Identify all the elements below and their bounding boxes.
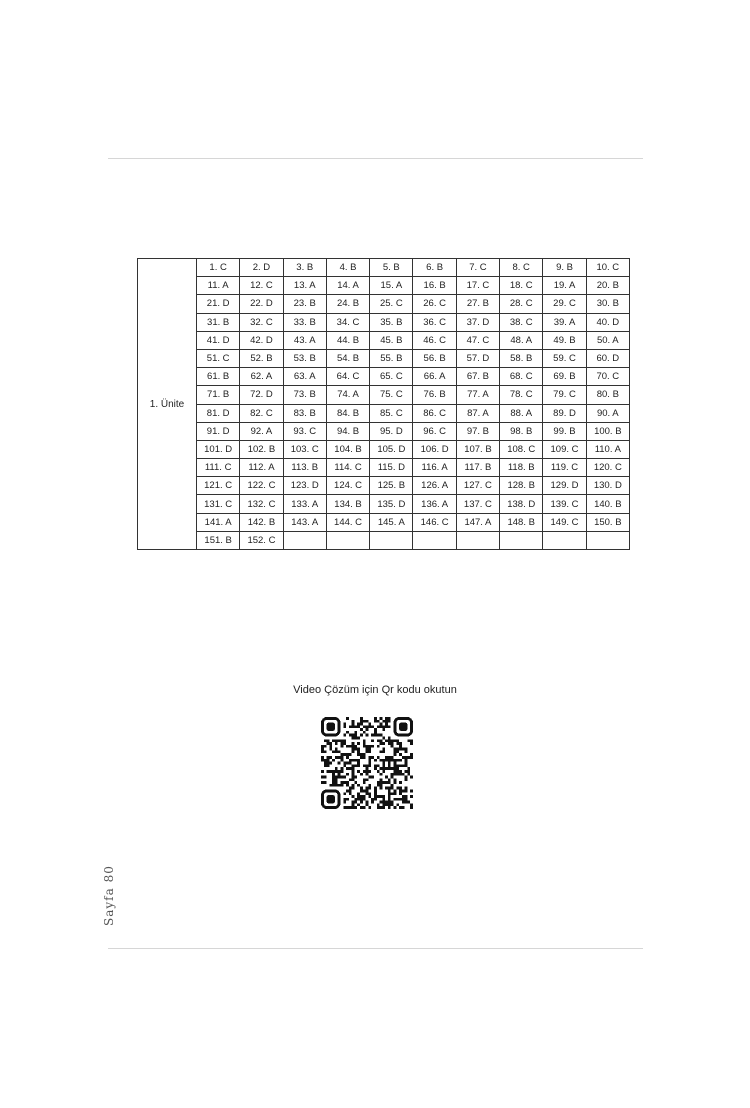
answer-cell: [586, 531, 629, 549]
answer-cell: 48. A: [500, 331, 543, 349]
answer-cell: 110. A: [586, 440, 629, 458]
answer-cell: 41. D: [197, 331, 240, 349]
answer-cell: 60. D: [586, 349, 629, 367]
table-row: [138, 495, 630, 513]
answer-cell: 43. A: [283, 331, 326, 349]
answer-cell: 71. B: [197, 386, 240, 404]
answer-cell: 25. C: [370, 295, 413, 313]
answer-cell: 12. C: [240, 277, 283, 295]
answer-cell: 111. C: [197, 459, 240, 477]
answer-cell: 38. C: [500, 313, 543, 331]
table-row: [138, 531, 630, 549]
answer-cell: 144. C: [326, 513, 369, 531]
answer-cell: 79. C: [543, 386, 586, 404]
answer-cell: 65. C: [370, 368, 413, 386]
answer-cell: 69. B: [543, 368, 586, 386]
answer-cell: 54. B: [326, 349, 369, 367]
answer-cell: 47. C: [456, 331, 499, 349]
answer-cell: 147. A: [456, 513, 499, 531]
answer-cell: 143. A: [283, 513, 326, 531]
answer-cell: 108. C: [500, 440, 543, 458]
answer-cell: 62. A: [240, 368, 283, 386]
answer-cell: 26. C: [413, 295, 456, 313]
answer-cell: 74. A: [326, 386, 369, 404]
top-divider: [108, 158, 643, 159]
answer-cell: 93. C: [283, 422, 326, 440]
answer-cell: 10. C: [586, 259, 629, 277]
answer-cell: 8. C: [500, 259, 543, 277]
answer-cell: 40. D: [586, 313, 629, 331]
answer-cell: 57. D: [456, 349, 499, 367]
answer-cell: 21. D: [197, 295, 240, 313]
table-row: [138, 459, 630, 477]
answer-cell: 152. C: [240, 531, 283, 549]
answer-cell: [456, 531, 499, 549]
answer-cell: 49. B: [543, 331, 586, 349]
answer-cell: 30. B: [586, 295, 629, 313]
answer-cell: 95. D: [370, 422, 413, 440]
answer-cell: 13. A: [283, 277, 326, 295]
answer-cell: 137. C: [456, 495, 499, 513]
answer-cell: 130. D: [586, 477, 629, 495]
table-row: [138, 386, 630, 404]
answer-cell: 90. A: [586, 404, 629, 422]
answer-cell: 5. B: [370, 259, 413, 277]
answer-cell: 20. B: [586, 277, 629, 295]
answer-cell: 113. B: [283, 459, 326, 477]
answer-cell: [370, 531, 413, 549]
answer-cell: 118. B: [500, 459, 543, 477]
answer-cell: 11. A: [197, 277, 240, 295]
answer-cell: 81. D: [197, 404, 240, 422]
qr-finder-pattern: [322, 718, 339, 735]
answer-cell: 92. A: [240, 422, 283, 440]
answer-cell: 56. B: [413, 349, 456, 367]
answer-cell: 107. B: [456, 440, 499, 458]
answer-cell: 97. B: [456, 422, 499, 440]
answer-cell: 77. A: [456, 386, 499, 404]
answer-cell: 140. B: [586, 495, 629, 513]
answer-cell: 16. B: [413, 277, 456, 295]
answer-cell: 149. C: [543, 513, 586, 531]
answer-cell: 99. B: [543, 422, 586, 440]
answer-cell: 36. C: [413, 313, 456, 331]
answer-cell: 59. C: [543, 349, 586, 367]
answer-cell: 73. B: [283, 386, 326, 404]
answer-cell: 100. B: [586, 422, 629, 440]
answer-cell: 70. C: [586, 368, 629, 386]
answer-cell: 114. C: [326, 459, 369, 477]
answer-cell: 106. D: [413, 440, 456, 458]
answer-cell: 129. D: [543, 477, 586, 495]
table-row: [138, 277, 630, 295]
answer-cell: 42. D: [240, 331, 283, 349]
answer-cell: 103. C: [283, 440, 326, 458]
answer-cell: 88. A: [500, 404, 543, 422]
answer-cell: 72. D: [240, 386, 283, 404]
table-row: [138, 477, 630, 495]
qr-finder-pattern: [322, 791, 339, 808]
answer-cell: 45. B: [370, 331, 413, 349]
answer-cell: 135. D: [370, 495, 413, 513]
table-row: [138, 313, 630, 331]
answer-cell: 101. D: [197, 440, 240, 458]
answer-cell: 125. B: [370, 477, 413, 495]
answer-cell: 22. D: [240, 295, 283, 313]
answer-cell: 138. D: [500, 495, 543, 513]
answer-cell: 37. D: [456, 313, 499, 331]
answer-cell: 119. C: [543, 459, 586, 477]
answer-cell: 50. A: [586, 331, 629, 349]
answer-cell: 126. A: [413, 477, 456, 495]
answer-cell: 131. C: [197, 495, 240, 513]
unit-label: 1. Ünite: [138, 259, 197, 550]
answer-cell: 89. D: [543, 404, 586, 422]
bottom-divider: [108, 948, 643, 949]
answer-cell: 18. C: [500, 277, 543, 295]
answer-cell: [500, 531, 543, 549]
answer-cell: 124. C: [326, 477, 369, 495]
answer-cell: 31. B: [197, 313, 240, 331]
answer-cell: 128. B: [500, 477, 543, 495]
answer-cell: 142. B: [240, 513, 283, 531]
answer-cell: [543, 531, 586, 549]
qr-modules: [321, 717, 413, 809]
answer-cell: 141. A: [197, 513, 240, 531]
answer-cell: 116. A: [413, 459, 456, 477]
answer-cell: 94. B: [326, 422, 369, 440]
answer-key-table: [137, 258, 630, 550]
qr-code[interactable]: [321, 717, 413, 809]
answer-cell: 134. B: [326, 495, 369, 513]
answer-cell: 150. B: [586, 513, 629, 531]
answer-cell: [413, 531, 456, 549]
answer-cell: 51. C: [197, 349, 240, 367]
answer-cell: 123. D: [283, 477, 326, 495]
answer-cell: 55. B: [370, 349, 413, 367]
answer-cell: 121. C: [197, 477, 240, 495]
answer-cell: 33. B: [283, 313, 326, 331]
answer-cell: 117. B: [456, 459, 499, 477]
answer-cell: 104. B: [326, 440, 369, 458]
answer-cell: 1. C: [197, 259, 240, 277]
answer-cell: 64. C: [326, 368, 369, 386]
answer-cell: 32. C: [240, 313, 283, 331]
answer-cell: [326, 531, 369, 549]
table-row: [138, 404, 630, 422]
answer-cell: 112. A: [240, 459, 283, 477]
table-row: [138, 259, 630, 277]
answer-cell: 14. A: [326, 277, 369, 295]
answer-cell: 34. C: [326, 313, 369, 331]
answer-cell: 61. B: [197, 368, 240, 386]
answer-cell: 87. A: [456, 404, 499, 422]
answer-cell: 75. C: [370, 386, 413, 404]
answer-cell: 28. C: [500, 295, 543, 313]
answer-cell: 53. B: [283, 349, 326, 367]
answer-cell: 17. C: [456, 277, 499, 295]
answer-cell: 105. D: [370, 440, 413, 458]
answer-cell: 23. B: [283, 295, 326, 313]
answer-cell: 132. C: [240, 495, 283, 513]
answer-cell: 24. B: [326, 295, 369, 313]
answer-cell: 136. A: [413, 495, 456, 513]
answer-cell: 15. A: [370, 277, 413, 295]
answer-cell: 2. D: [240, 259, 283, 277]
table-row: [138, 295, 630, 313]
answer-cell: 120. C: [586, 459, 629, 477]
answer-cell: 115. D: [370, 459, 413, 477]
answer-cell: 3. B: [283, 259, 326, 277]
answer-cell: 9. B: [543, 259, 586, 277]
answer-cell: 148. B: [500, 513, 543, 531]
answer-cell: 19. A: [543, 277, 586, 295]
table-row: [138, 331, 630, 349]
table-row: [138, 513, 630, 531]
answer-cell: 82. C: [240, 404, 283, 422]
answer-cell: 146. C: [413, 513, 456, 531]
answer-cell: 83. B: [283, 404, 326, 422]
answer-cell: 102. B: [240, 440, 283, 458]
answer-cell: 29. C: [543, 295, 586, 313]
answer-cell: 84. B: [326, 404, 369, 422]
answer-cell: 109. C: [543, 440, 586, 458]
answer-cell: 46. C: [413, 331, 456, 349]
answer-cell: 63. A: [283, 368, 326, 386]
answer-cell: 6. B: [413, 259, 456, 277]
answer-cell: 58. B: [500, 349, 543, 367]
answer-cell: 151. B: [197, 531, 240, 549]
answer-cell: 7. C: [456, 259, 499, 277]
answer-cell: 4. B: [326, 259, 369, 277]
answer-cell: 27. B: [456, 295, 499, 313]
table-row: [138, 440, 630, 458]
page-number: Sayfa 80: [102, 865, 116, 926]
answer-cell: 85. C: [370, 404, 413, 422]
answer-cell: 35. B: [370, 313, 413, 331]
answer-cell: 96. C: [413, 422, 456, 440]
qr-caption: Video Çözüm için Qr kodu okutun: [293, 684, 457, 696]
answer-cell: 66. A: [413, 368, 456, 386]
answer-cell: 78. C: [500, 386, 543, 404]
answer-cell: 127. C: [456, 477, 499, 495]
answer-cell: 76. B: [413, 386, 456, 404]
answer-cell: 91. D: [197, 422, 240, 440]
qr-finder-pattern: [395, 718, 412, 735]
answer-cell: 80. B: [586, 386, 629, 404]
table-row: [138, 422, 630, 440]
answer-cell: 68. C: [500, 368, 543, 386]
answer-cell: 67. B: [456, 368, 499, 386]
answer-cell: 145. A: [370, 513, 413, 531]
table-row: [138, 349, 630, 367]
answer-cell: 133. A: [283, 495, 326, 513]
answer-cell: 122. C: [240, 477, 283, 495]
answer-cell: [283, 531, 326, 549]
answer-cell: 98. B: [500, 422, 543, 440]
answer-cell: 39. A: [543, 313, 586, 331]
answer-cell: 52. B: [240, 349, 283, 367]
answer-cell: 44. B: [326, 331, 369, 349]
answer-cell: 86. C: [413, 404, 456, 422]
table-row: [138, 368, 630, 386]
answer-cell: 139. C: [543, 495, 586, 513]
